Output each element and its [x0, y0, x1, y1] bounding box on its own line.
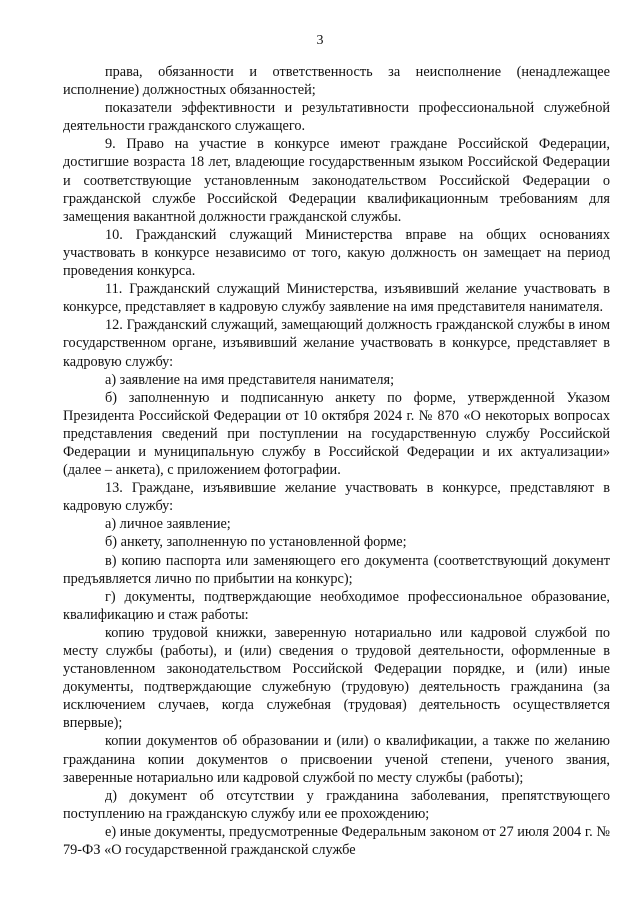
subparagraph-13-v: в) копию паспорта или заменяющего его документа (соответствующий документ предъявляется лично по прибытии на конкурс); — [63, 552, 610, 587]
paragraph-item-9: 9. Право на участие в конкурсе имеют граждане Российской Федерации, достигшие возраста 18 лет, владеющие государственным языком Российской Федерации и соответствующие установленным законодательством Российской Федерации о гражданской службе Российской Федерации квалификационным требованиям для замещения вакантной должности гражданской службы. — [63, 136, 610, 225]
subparagraph-13-g-item: копии документов об образовании и (или) о квалификации, а также по желанию гражданина копии документов о присвоении ученой степени, ученого звания, заверенные нотариально или кадровой службой по месту службы (работы); — [63, 733, 610, 786]
paragraph: показатели эффективности и результативности профессиональной служебной деятельности гражданского служащего. — [63, 100, 610, 135]
subparagraph-13-a: а) личное заявление; — [105, 516, 231, 533]
subparagraph-12-a: а) заявление на имя представителя нанимателя; — [105, 371, 395, 388]
paragraph-item-12: 12. Гражданский служащий, замещающий должность гражданской службы в ином государственном органе, изъявивший желание участвовать в конкурсе, представляет в кадровую службу: — [63, 317, 610, 370]
paragraph-item-13: 13. Граждане, изъявившие желание участвовать в конкурсе, представляют в кадровую службу: — [63, 480, 610, 515]
subparagraph-13-d: д) документ об отсутствии у гражданина заболевания, препятствующего поступлению на гражданскую службу или ее прохождению; — [63, 787, 610, 822]
subparagraph-13-g-item: копию трудовой книжки, заверенную нотариально или кадровой службой по месту службы (работы), и (или) сведения о трудовой деятельности, оформленные в установленном законодательством Российской Федерации порядке, и (или) иные документы, подтверждающие служебную (трудовую) деятельность гражданина (за исключением случаев, когда служебная (трудовая) деятельность осуществляется впервые); — [63, 624, 610, 732]
paragraph: права, обязанности и ответственность за неисполнение (ненадлежащее исполнение) должностных обязанностей; — [63, 64, 610, 99]
paragraph-item-11: 11. Гражданский служащий Министерства, изъявивший желание участвовать в конкурсе, представляет в кадровую службу заявление на имя представителя нанимателя. — [63, 281, 610, 316]
subparagraph-13-g: г) документы, подтверждающие необходимое профессиональное образование, квалификацию и стаж работы: — [63, 588, 610, 623]
document-body — [63, 63, 610, 859]
subparagraph-13-b: б) анкету, заполненную по установленной форме; — [105, 534, 407, 551]
page-number: 3 — [316, 33, 324, 48]
subparagraph-13-e: е) иные документы, предусмотренные Федеральным законом от 27 июля 2004 г. № 79-ФЗ «О государственной гражданской службе — [63, 823, 610, 859]
paragraph-item-10: 10. Гражданский служащий Министерства вправе на общих основаниях участвовать в конкурсе независимо от того, какую должность он замещает на период проведения конкурса. — [63, 226, 610, 280]
subparagraph-12-b: б) заполненную и подписанную анкету по форме, утвержденной Указом Президента Российской Федерации от 10 октября 2024 г. № 870 «О некоторых вопросах представления сведений при поступлении на государственную службу Российской Федерации и муниципальную службу в Российской Федерации и их актуализации» (далее – анкета), с приложением фотографии. — [63, 389, 610, 479]
